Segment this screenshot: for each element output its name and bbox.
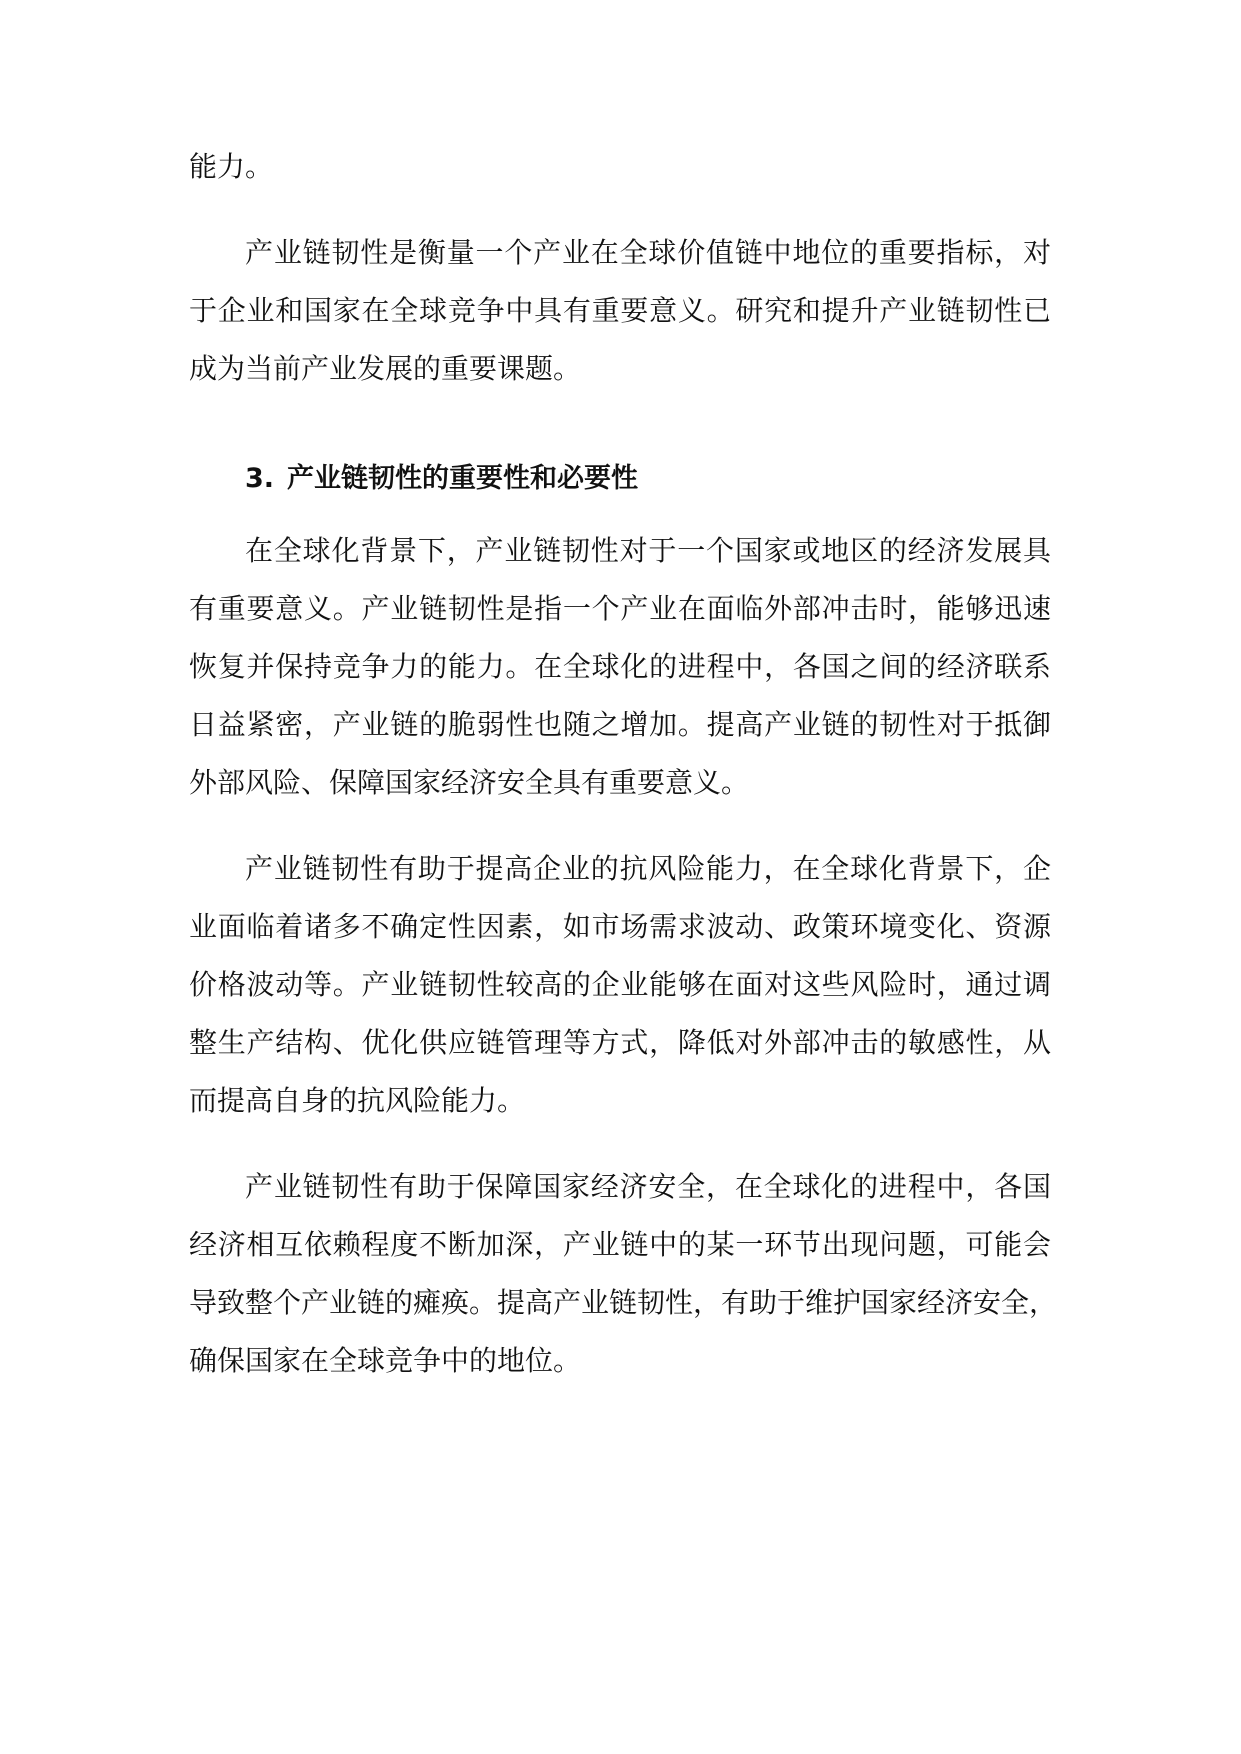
text-line: 有重要意义。产业链韧性是指一个产业在面临外部冲击时，能够迅速 (189, 592, 1051, 625)
text-line: 而提高自身的抗风险能力。 (189, 1084, 526, 1117)
text-line: 在全球化背景下，产业链韧性对于一个国家或地区的经济发展具 (245, 534, 1051, 567)
paragraph-4 (189, 1158, 1058, 1390)
text-line: 整生产结构、优化供应链管理等方式，降低对外部冲击的敏感性，从 (189, 1026, 1051, 1059)
paragraph-continuation (189, 138, 1051, 196)
section-title: 产业链韧性的重要性和必要性 (287, 463, 638, 494)
paragraph-2 (189, 522, 1051, 812)
text-line: 价格波动等。产业链韧性较高的企业能够在面对这些风险时，通过调 (189, 968, 1051, 1001)
text-line: 能力。 (189, 150, 274, 183)
text-line: 业面临着诸多不确定性因素，如市场需求波动、政策环境变化、资源 (189, 910, 1051, 943)
text-line: 产业链韧性有助于保障国家经济安全，在全球化的进程中，各国 (245, 1170, 1051, 1203)
text-line: 经济相互依赖程度不断加深，产业链中的某一环节出现问题，可能会 (189, 1228, 1051, 1261)
text-line: 于企业和国家在全球竞争中具有重要意义。研究和提升产业链韧性已 (189, 294, 1051, 327)
section-heading (189, 450, 1051, 508)
text-line: 导致整个产业链的瘫痪。提高产业链韧性，有助于维护国家经济安全， (189, 1286, 1058, 1319)
text-line: 恢复并保持竞争力的能力。在全球化的进程中，各国之间的经济联系 (189, 650, 1051, 683)
text-line: 产业链韧性是衡量一个产业在全球价值链中地位的重要指标，对 (245, 236, 1051, 269)
section-number: 3. (245, 463, 275, 494)
text-line: 日益紧密，产业链的脆弱性也随之增加。提高产业链的韧性对于抵御 (189, 708, 1051, 741)
text-line: 产业链韧性有助于提高企业的抗风险能力，在全球化背景下，企 (245, 852, 1051, 885)
text-line: 成为当前产业发展的重要课题。 (189, 352, 582, 385)
text-line: 确保国家在全球竞争中的地位。 (189, 1344, 582, 1377)
paragraph-1 (189, 224, 1051, 398)
text-line: 外部风险、保障国家经济安全具有重要意义。 (189, 766, 750, 799)
document-body (189, 138, 1058, 1390)
paragraph-3 (189, 840, 1051, 1130)
